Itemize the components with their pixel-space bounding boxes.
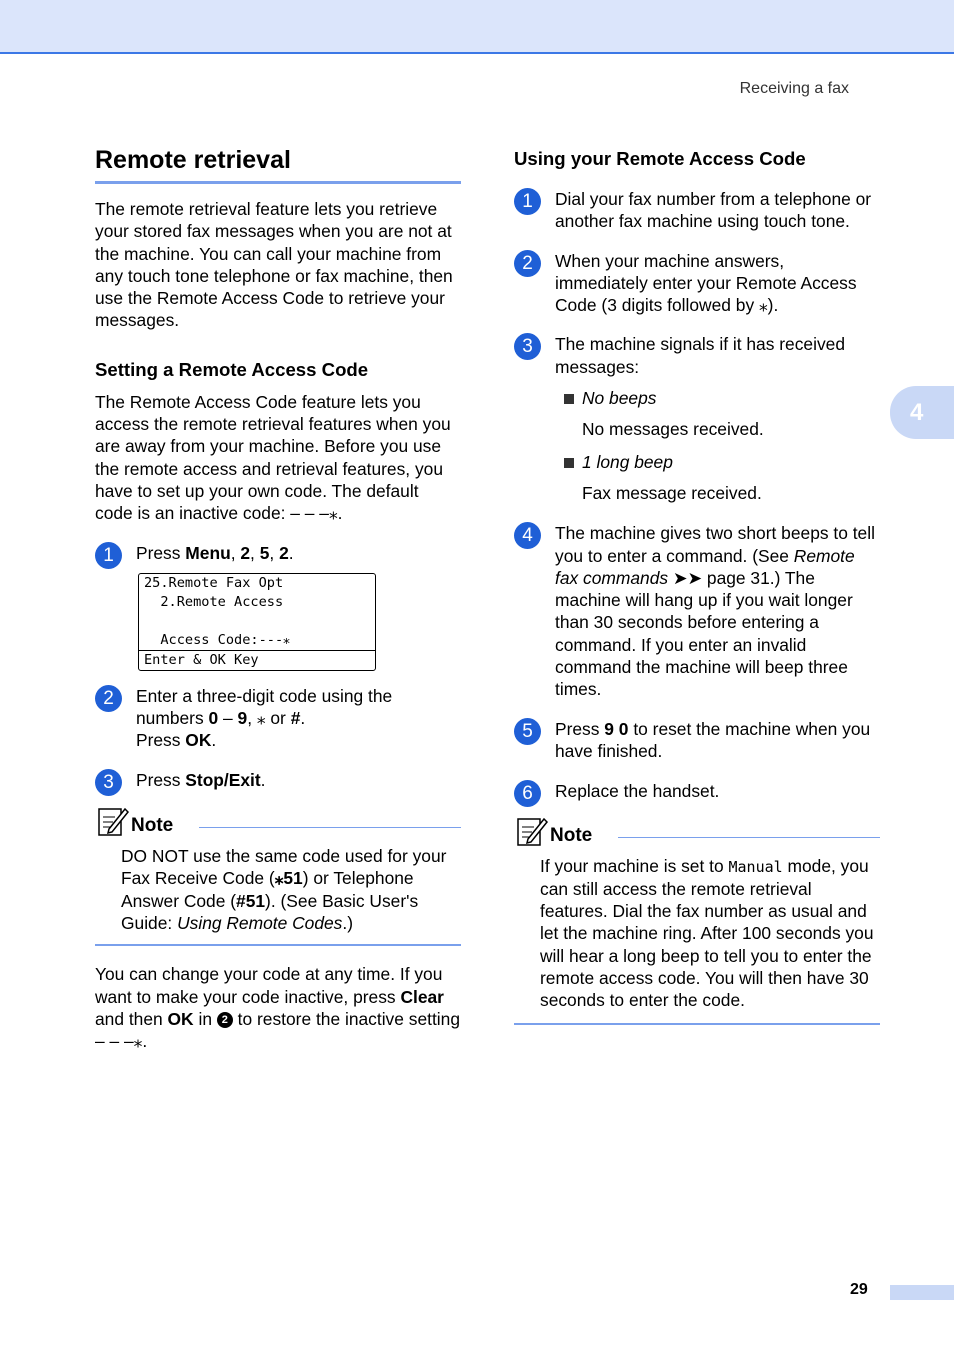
step-text: Enter a three-digit code using the numbers 0 – 9, ⁎ or #. Press OK.	[136, 685, 393, 751]
lcd-line: Access Code:---⁎	[144, 631, 290, 648]
note-title: Note	[131, 815, 174, 837]
square-bullet-icon	[564, 458, 574, 468]
page-title: Remote retrieval	[95, 145, 461, 184]
step-text: Press 9 0 to reset the machine when you have finished.	[555, 718, 871, 761]
step-2	[95, 685, 461, 752]
step-number: 3	[514, 333, 541, 360]
step-number: 3	[95, 769, 122, 796]
square-bullet-icon	[564, 394, 574, 404]
step-2	[514, 250, 880, 317]
step-number: 2	[514, 250, 541, 277]
page-number: 29	[850, 1281, 868, 1298]
step-3	[514, 333, 880, 378]
step-3	[95, 769, 461, 791]
step-text: Replace the handset.	[555, 781, 720, 802]
lcd-line: Enter & OK Key	[139, 650, 375, 670]
signal-description: No messages received.	[582, 419, 764, 440]
step-5	[514, 718, 880, 763]
step-number: 1	[514, 188, 541, 215]
step-text: When your machine answers, immediately enter your Remote Access Code (3 digits followed by ⁎).	[555, 250, 857, 316]
step-1	[514, 188, 880, 233]
note-box	[514, 815, 880, 1025]
signal-label: 1 long beep	[582, 451, 673, 472]
note-header	[514, 815, 880, 855]
lcd-display	[138, 573, 376, 671]
intro-paragraph: The remote retrieval feature lets you retrieve your stored fax messages when you are not at the machine. You can call your machine from any touch tone telephone or fax machine, then use the Remote Access Code to retrieve your messages.	[95, 199, 453, 331]
signal-item	[514, 387, 880, 441]
setting-heading: Setting a Remote Access Code	[95, 358, 369, 380]
page-number-bar	[890, 1285, 954, 1300]
running-header: Receiving a fax	[739, 80, 849, 97]
signal-label: No beeps	[582, 388, 657, 409]
note-box	[95, 805, 461, 946]
top-banner	[0, 0, 954, 54]
setting-paragraph: The Remote Access Code feature lets you access the remote retrieval features when you are away from your machine. Before you use the remote access and retrieval features, you have to set up your own code. The default code is an inactive code: – – –⁎.	[95, 391, 451, 524]
lcd-line: 2.Remote Access	[144, 593, 284, 610]
section-heading: Using your Remote Access Code	[514, 148, 806, 169]
signal-item	[514, 451, 880, 505]
note-title: Note	[550, 824, 593, 846]
step-text: Press Menu, 2, 5, 2.	[136, 542, 294, 563]
left-column	[95, 145, 461, 1052]
step-reference: 2	[217, 1012, 233, 1028]
note-text: DO NOT use the same code used for your Fax Receive Code (⁎51) or Telephone Answer Code (#51). (See Basic User's Guide: Using Remote Codes.)	[121, 846, 447, 933]
note-rule	[199, 827, 461, 828]
note-header	[95, 805, 461, 845]
step-6	[514, 780, 880, 805]
signal-description: Fax message received.	[582, 482, 762, 503]
closing-paragraph: You can change your code at any time. If you want to make your code inactive, press Clear and then OK in 2 to restore the inactive setting – – –⁎.	[95, 964, 460, 1052]
step-1	[95, 542, 461, 564]
step-number: 4	[514, 522, 541, 549]
lcd-line: 25.Remote Fax Opt	[144, 574, 284, 591]
note-rule	[618, 837, 880, 838]
right-column	[514, 148, 880, 1025]
step-number: 5	[514, 718, 541, 745]
step-number: 1	[95, 542, 122, 569]
step-number: 2	[95, 685, 122, 712]
chapter-tab: 4	[890, 386, 954, 439]
step-text: Dial your fax number from a telephone or another fax machine using touch tone.	[555, 189, 872, 232]
step-4	[514, 522, 880, 700]
step-text: Press Stop/Exit.	[136, 769, 266, 790]
note-pencil-icon	[97, 805, 129, 837]
note-text: If your machine is set to Manual mode, you can still access the remote retrieval features. Dial the fax number as usual and let the machine ring. After 100 seconds you will hear a long beep to tell you to enter the remote access code. You will then have 30 seconds to enter the code.	[540, 855, 874, 1011]
step-text: The machine gives two short beeps to tell you to enter a command. (See Remote fax commands ➤➤ page 31.) The machine will hang up if you wait longer than 30 seconds before entering a command. If you enter an invalid command the machine will beep three times.	[555, 523, 875, 700]
note-pencil-icon	[516, 815, 548, 847]
step-text: The machine signals if it has received messages:	[555, 334, 845, 377]
lcd-line	[139, 612, 375, 631]
step-number: 6	[514, 780, 541, 807]
